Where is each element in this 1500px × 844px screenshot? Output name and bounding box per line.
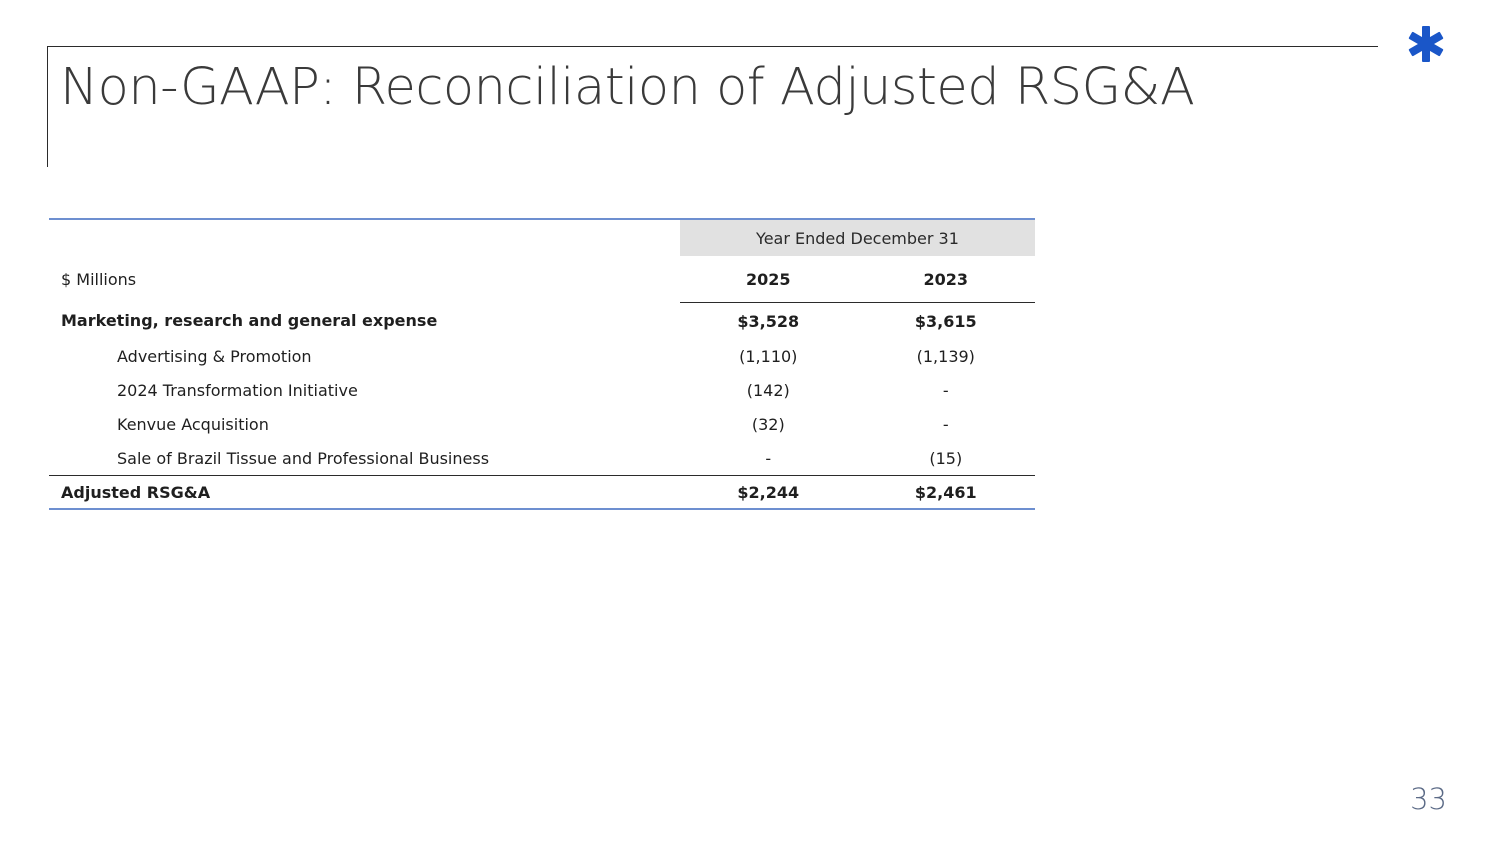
row-value: (1,110) <box>739 346 798 366</box>
period-header: Year Ended December 31 <box>680 219 1035 256</box>
row-value: $3,615 <box>914 311 977 331</box>
row-label: Adjusted RSG&A <box>49 476 680 510</box>
page-number: 33 <box>1410 782 1447 816</box>
page-title: Non-GAAP: Reconciliation of Adjusted RSG&A <box>60 58 1195 117</box>
unit-label: $ Millions <box>61 269 137 289</box>
row-value: $3,528 <box>737 311 800 331</box>
row-value: (1,139) <box>916 346 975 366</box>
table-row <box>49 303 1035 340</box>
column-header-2023: 2023 <box>857 256 1035 303</box>
row-label: Kenvue Acquisition <box>117 414 269 434</box>
row-label: Sale of Brazil Tissue and Professional Business <box>117 448 490 468</box>
row-value: (32) <box>751 414 785 434</box>
table-row <box>49 373 1035 407</box>
table-period-row <box>49 219 1035 256</box>
table-row <box>49 407 1035 441</box>
row-value: $2,461 <box>857 476 1035 510</box>
column-header-2025: 2025 <box>680 256 857 303</box>
row-value: $2,244 <box>680 476 857 510</box>
row-value: - <box>942 380 949 400</box>
row-value: (142) <box>746 380 790 400</box>
row-value: - <box>765 448 772 468</box>
row-label: Advertising & Promotion <box>117 346 312 366</box>
row-label: Marketing, research and general expense <box>61 311 438 331</box>
table-row <box>49 339 1035 373</box>
table-header-row <box>49 256 1035 303</box>
asterisk-icon <box>1404 24 1448 64</box>
table-row <box>49 441 1035 476</box>
row-value: (15) <box>929 448 963 468</box>
row-value: - <box>942 414 949 434</box>
row-label: 2024 Transformation Initiative <box>117 380 358 400</box>
table-total-row <box>49 476 1035 510</box>
reconciliation-table <box>49 218 1035 510</box>
